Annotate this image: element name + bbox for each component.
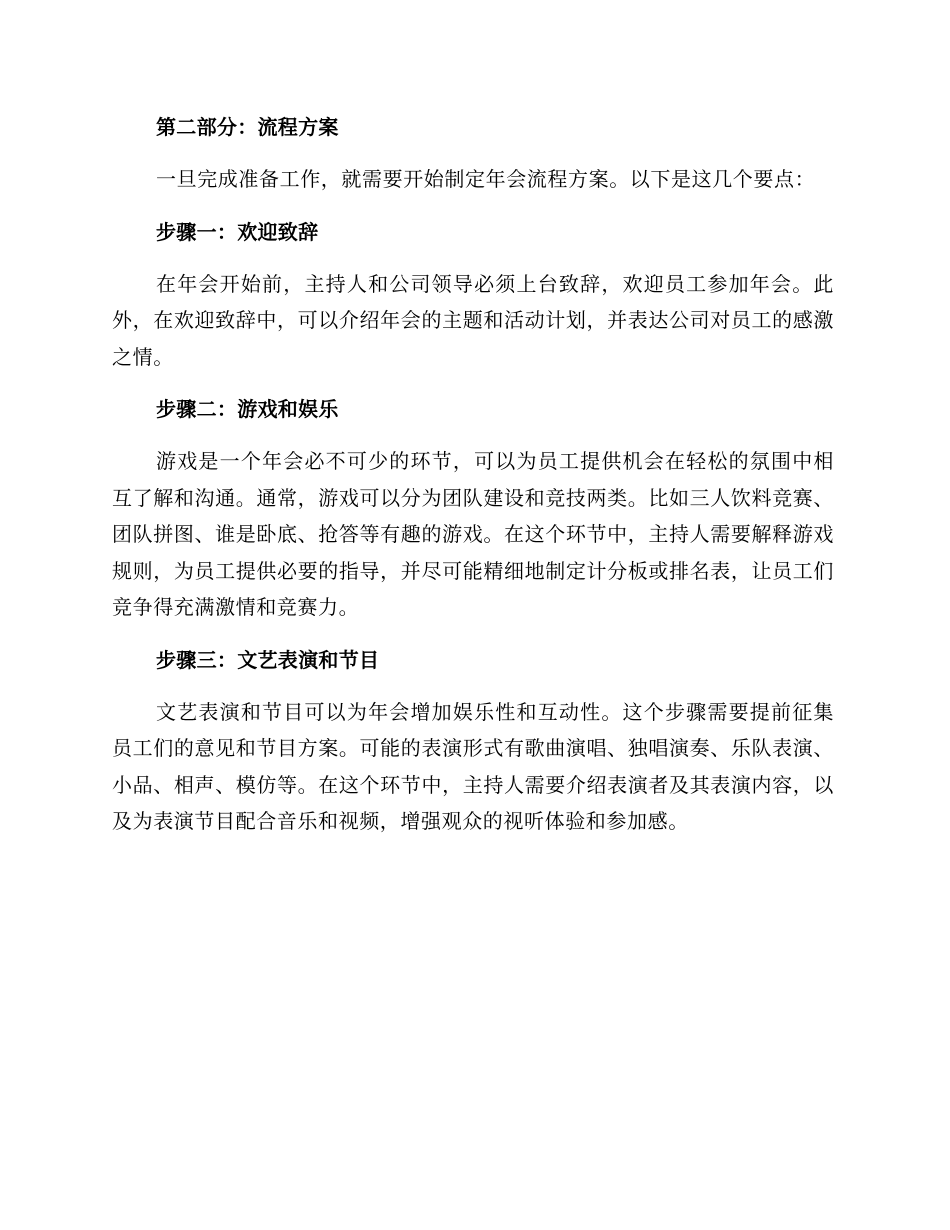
step-2-heading: 步骤二：游戏和娱乐 xyxy=(156,397,339,421)
step-3-heading: 步骤三：文艺表演和节目 xyxy=(156,647,380,672)
step-1-paragraph: 在年会开始前，主持人和公司领导必须上台致辞，欢迎员工参加年会。此外，在欢迎致辞中，可以介绍年会的主题和活动计划，并表达公司对员工的感激之情。 xyxy=(112,271,834,369)
section-title: 第二部分：流程方案 xyxy=(156,115,339,139)
document-body xyxy=(112,107,834,840)
step-2-paragraph: 游戏是一个年会必不可少的环节，可以为员工提供机会在轻松的氛围中相互了解和沟通。通常，游戏可以分为团队建设和竞技两类。比如三人饮料竞赛、团队拼图、谁是卧底、抢答等有趣的游戏。在这个环节中，主持人需要解释游戏规则，为员工提供必要的指导，并尽可能精细地制定计分板或排名表，让员工们竞争得充满激情和竞赛力。 xyxy=(112,449,834,619)
step-3-paragraph: 文艺表演和节目可以为年会增加娱乐性和互动性。这个步骤需要提前征集员工们的意见和节目方案。可能的表演形式有歌曲演唱、独唱演奏、乐队表演、小品、相声、模仿等。在这个环节中，主持人需要介绍表演者及其表演内容，以及为表演节目配合音乐和视频，增强观众的视听体验和参加感。 xyxy=(112,699,834,833)
intro-paragraph: 一旦完成准备工作，就需要开始制定年会流程方案。以下是这几个要点： xyxy=(156,167,816,191)
step-1-heading: 步骤一：欢迎致辞 xyxy=(156,219,319,244)
